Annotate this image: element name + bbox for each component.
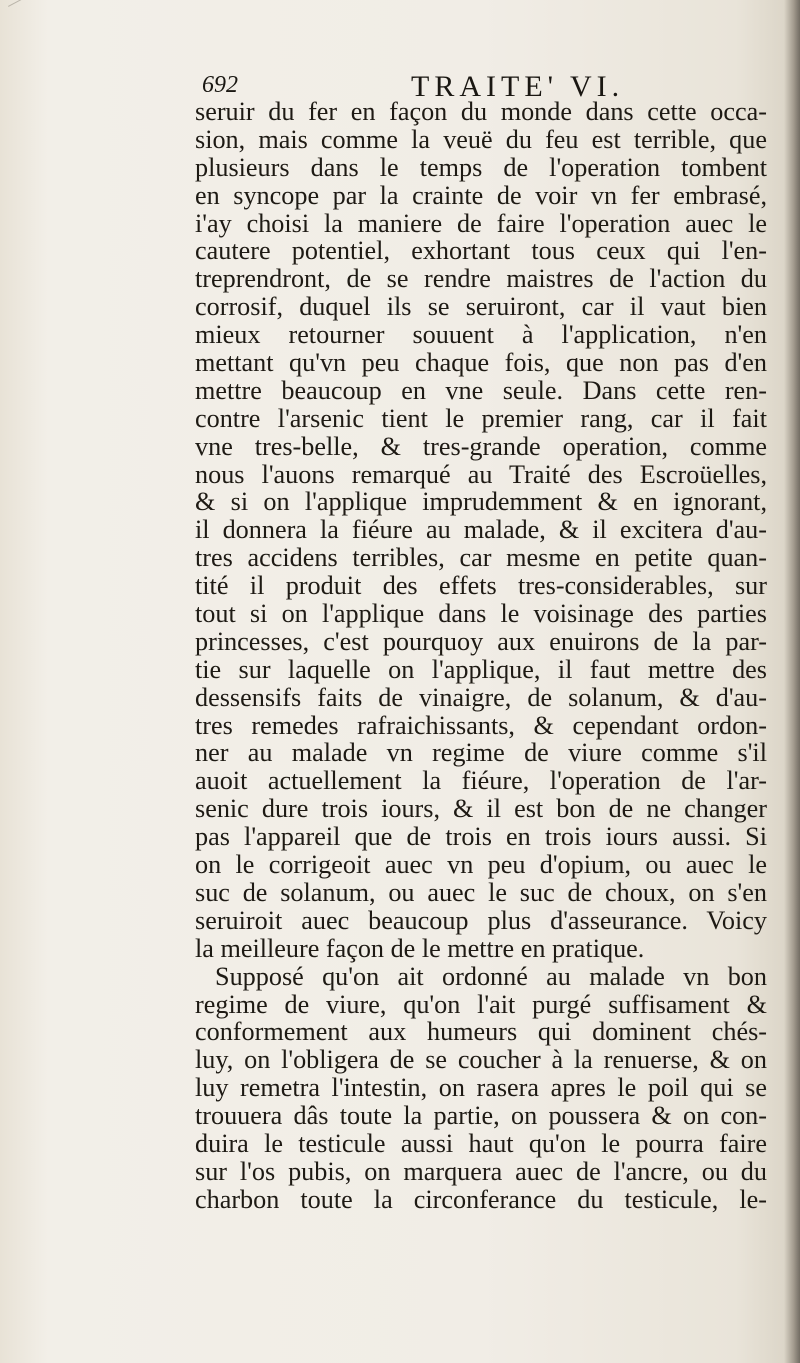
text-line: mieux retourner souuent à l'application, n'en	[195, 320, 767, 350]
text-line: pas l'appareil que de trois en trois iours aussi. Si	[195, 822, 767, 852]
text-line: sion, mais comme la veuë du feu est terrible, que	[195, 124, 767, 154]
text-line: i'ay choisi la maniere de faire l'operation auec le	[195, 208, 767, 238]
text-line: on le corrigeoit auec vn peu d'opium, ou auec le	[195, 850, 767, 880]
body-text	[195, 98, 767, 1214]
text-line: suc de solanum, ou auec le suc de choux, on s'en	[195, 877, 767, 907]
text-line: tie sur laquelle on l'applique, il faut mettre des	[195, 654, 767, 684]
text-line: cautere potentiel, exhortant tous ceux qui l'en-	[195, 236, 767, 266]
text-line: plusieurs dans le temps de l'operation tombent	[195, 152, 767, 182]
corner-crease	[8, 0, 98, 60]
text-line: charbon toute la circonferance du testicule, le-	[195, 1184, 767, 1214]
text-line: tout si on l'applique dans le voisinage des parties	[195, 599, 767, 629]
text-line: en syncope par la crainte de voir vn fer embrasé,	[195, 180, 767, 210]
text-line: & si on l'applique imprudemment & en ignorant,	[195, 487, 767, 517]
text-line: duira le testicule aussi haut qu'on le pourra faire	[195, 1128, 767, 1158]
text-line: tres accidens terribles, car mesme en petite quan-	[195, 543, 767, 573]
text-line: tres remedes rafraichissants, & cependant ordon-	[195, 710, 767, 740]
running-title: TRAITE' VI.	[411, 70, 625, 103]
text-line: il donnera la fiéure au malade, & il excitera d'au-	[195, 515, 767, 545]
text-line: mettant qu'vn peu chaque fois, que non pas d'en	[195, 348, 767, 378]
text-line: vne tres-belle, & tres-grande operation, comme	[195, 431, 767, 461]
text-line: princesses, c'est pourquoy aux enuirons de la par-	[195, 626, 767, 656]
text-line: la meilleure façon de le mettre en pratique.	[195, 933, 645, 963]
text-line: regime de viure, qu'on l'ait purgé suffisament &	[195, 989, 767, 1019]
text-line: auoit actuellement la fiéure, l'operation de l'ar-	[195, 766, 767, 796]
text-line: conformement aux humeurs qui dominent chés-	[195, 1017, 767, 1047]
text-line: sur l'os pubis, on marquera auec de l'ancre, ou du	[195, 1156, 767, 1186]
text-line: seruir du fer en façon du monde dans cette occa-	[195, 97, 767, 126]
text-line: contre l'arsenic tient le premier rang, car il fait	[195, 403, 767, 433]
text-line: trouuera dâs toute la partie, on poussera & on con-	[195, 1101, 767, 1131]
page-gutter-shadow	[784, 0, 800, 1363]
page-number: 692	[202, 72, 238, 98]
text-line: corrosif, duquel ils se seruiront, car il vaut bien	[195, 292, 767, 322]
text-line: seruiroit auec beaucoup plus d'asseurance. Voicy	[195, 905, 767, 935]
text-line: nous l'auons remarqué au Traité des Escroüelles,	[195, 459, 767, 489]
text-line: luy remetra l'intestin, on rasera apres le poil qui se	[195, 1073, 767, 1103]
text-line: ner au malade vn regime de viure comme s'il	[195, 738, 767, 768]
text-line: tité il produit des effets tres-considerables, sur	[195, 571, 767, 601]
text-line: Supposé qu'on ait ordonné au malade vn bon	[215, 961, 767, 991]
text-line: senic dure trois iours, & il est bon de ne changer	[195, 794, 767, 824]
text-line: mettre beaucoup en vne seule. Dans cette ren-	[195, 375, 767, 405]
text-line: treprendront, de se rendre maistres de l'action du	[195, 264, 767, 294]
text-line: luy, on l'obligera de se coucher à la renuerse, & on	[195, 1045, 767, 1075]
text-line: dessensifs faits de vinaigre, de solanum, & d'au-	[195, 682, 767, 712]
